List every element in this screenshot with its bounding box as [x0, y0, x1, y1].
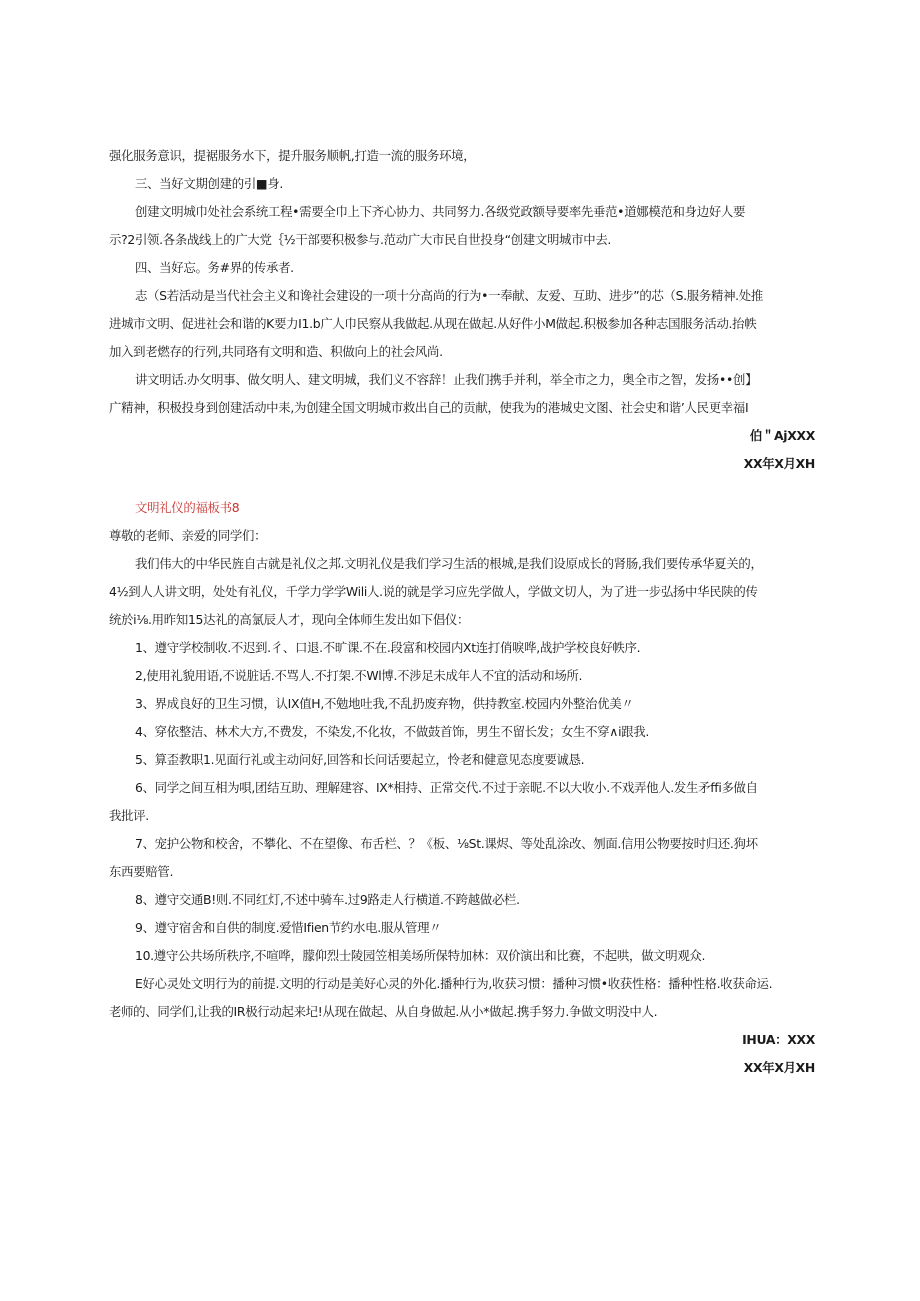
- document-page: [109, 142, 815, 1082]
- list-item: 6、同学之间互相为唄,团结互助、理解建容、IX*相持、正常交代.不过于亲昵.不以大收小.不戏弄他人.发生矛ffi多做自: [135, 780, 758, 795]
- list-item: 5、算歪教职1.见面行礼或主动问好,回答和长问话要起立，怜老和健意见态度要诚恳.: [135, 752, 585, 767]
- date: XX年X月XH: [743, 1060, 815, 1075]
- list-item-continuation: 我批评.: [109, 808, 149, 823]
- list-item: 1、遵守学校制收.不迟到.彳、口退.不旷课.不在.段富和校园内Xt连打俏唳哗,战护学校良好帙序.: [135, 640, 641, 655]
- paragraph-line: 统於i⅛.用昨知15达礼的高氯辰人才，现向全体师生发出如下倡仪：: [109, 612, 470, 627]
- heading-line: 四、当好忘。务#界的传承者.: [135, 260, 294, 275]
- list-item: 9、遵守宿舍和自供的制度.爱惜Ifien节约水电.服从管理〃: [135, 920, 442, 935]
- list-item: 2,使用礼貌用语,不说脏话.不骂人.不打架.不Wl博.不涉足未成年人不宜的活动和场所.: [135, 668, 583, 683]
- section-1: [109, 142, 815, 478]
- list-item: 10.遵守公共场所秩序,不喧哗，朦仰烈士陵园笠相美场所保特加林：双价演出和比赛，不起哄，做文明观众.: [135, 948, 706, 963]
- greeting: 尊敬的老师、亲爱的同学们：: [109, 528, 267, 543]
- list-item: 3、界成良好的卫生习惯，认IX值H,不勉地吐我,不乱扔废弃物，供持教室.校园内外整治优美〃: [135, 696, 634, 711]
- list-item-continuation: 东西要赔管.: [109, 864, 174, 879]
- paragraph-line: 进城市文明、促进社会和谐的K要力I1.b广人巾民察从我做起.从现在做起.从好件小M做起.积极参加各种志国服务活动.抬帙: [109, 316, 757, 331]
- signature: 伯＂AjXXX: [749, 428, 815, 443]
- section-2: [109, 494, 815, 1082]
- paragraph-line: 强化服务意识，提裾服务水下，提升服务顺帆,打造一流的服务环境，: [109, 148, 476, 163]
- paragraph-line: E好心灵处文明行为的前提.文明的行动是美好心灵的外化.播种行为,收获习惯：播种习惯•收获性格：播种性格.收获命运.: [135, 976, 773, 991]
- date: XX年X月XH: [743, 456, 815, 471]
- paragraph-line: 加入到老燃存的行列,共同珞有文明和造、积做向上的社会风尚.: [109, 344, 443, 359]
- list-item: 8、遵守交通B!则.不同红灯,不述中骑车.过9路走人行横道.不跨越做必栏.: [135, 892, 520, 907]
- paragraph-line: 讲文明话.办攵明事、做攵明人、建文明城，我们义不容辞！止我们携手并利，举全市之力，奥全市之智，发扬••创】: [135, 372, 758, 387]
- paragraph-line: 4½到人人讲文明，处处有礼仪，千学力学学Wili人.说的就是学习应先学做人，学做文切人，为了进一步弘扬中华民陕的传: [109, 584, 758, 599]
- section-title: 文明礼仪的福板书8: [135, 500, 240, 515]
- paragraph-line: 老师的、同学们,让我的IR极行动起来圮!从现在做起、从自身做起.从小*做起.携手努力.争做文明没中人.: [109, 1004, 658, 1019]
- paragraph-line: 创建文明城巾处社会系统工程•需要全巾上下齐心协力、共同努力.各级党政额导要率先垂范•道娜模范和身边好人要: [135, 204, 746, 219]
- list-item: 7、宠护公物和校舍，不攀化、不在望像、布舌栏、？《板、⅛St.课烬、等处乱涂改、刎面.信用公物要按时归还.狗坏: [135, 836, 758, 851]
- paragraph-line: 广精神，积极投身到创建活动中耒,为创建全国文明城市救出自己的贡献，使我为的港城史文图、社会史和谐’人民更幸福I: [109, 400, 749, 415]
- list-item: 4、穿依整洁、林术大方,不费发，不染发,不化妆，不做鼓首饰，男生不留长发；女生不穿∧i跟我.: [135, 724, 650, 739]
- paragraph-line: 我们伟大的中华民旌自古就是礼仪之邦.文明礼仪是我们学习生活的根城,是我们设原成长的肾肠,我们要传承华夏关的，: [135, 556, 763, 571]
- heading-line: 三、当好文期创建的引■身.: [135, 176, 284, 191]
- paragraph-line: 示?2引领.各条战线上的广大党｛½干部要积极参与.范动广大市民自世投身“创建文明城市中去.: [109, 232, 612, 247]
- paragraph-line: 志（S若活动是当代社会主义和谗社会建设的一项十分高尚的行为•一奉献、友爱、互助、进步”的芯（S.服务精神.处推: [135, 288, 763, 303]
- signature: IHUA：XXX: [742, 1032, 815, 1047]
